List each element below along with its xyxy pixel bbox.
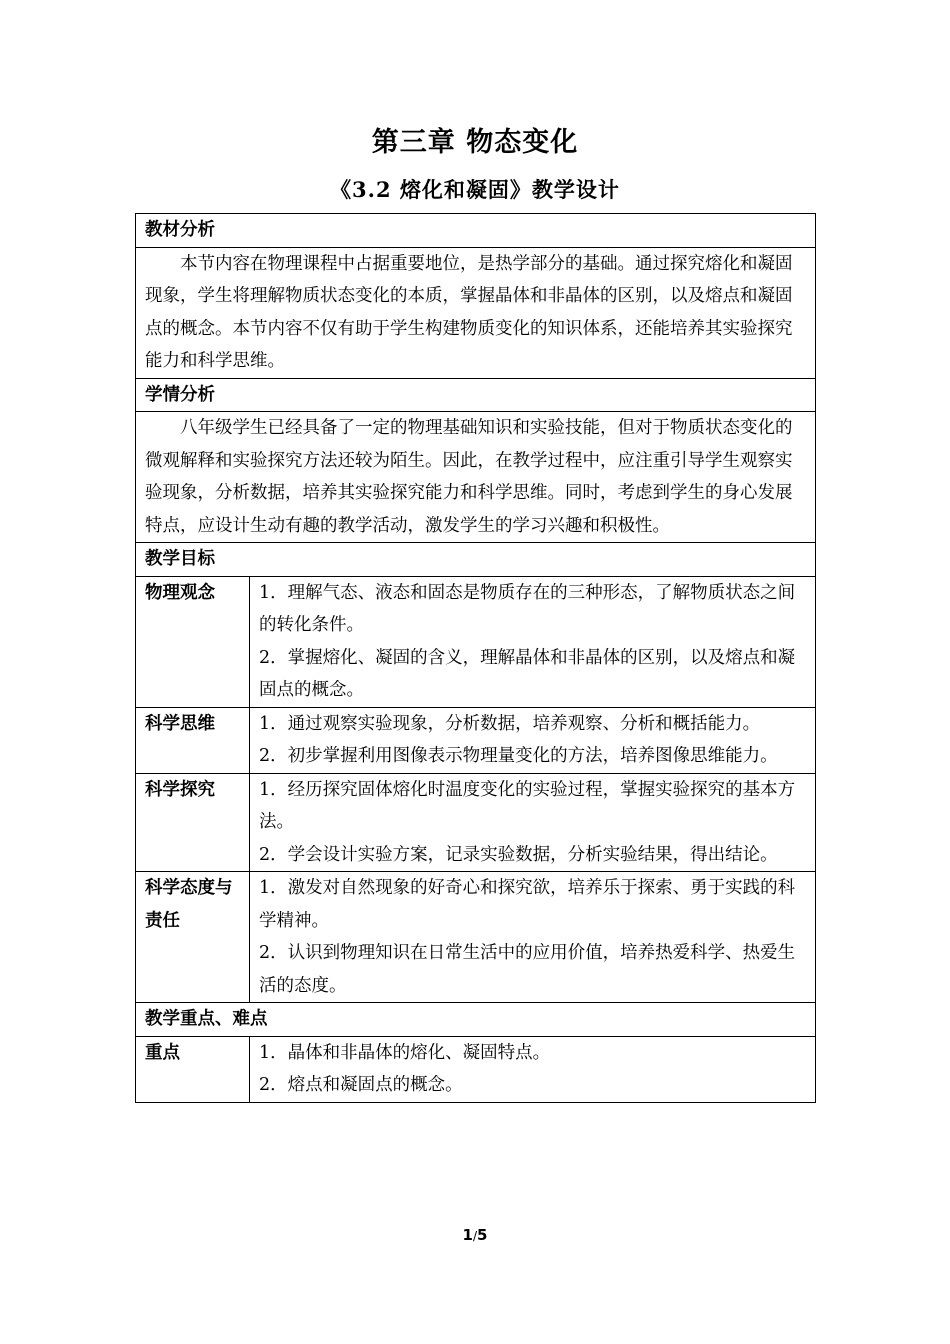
objective-item: 1．激发对自然现象的好奇心和探究欲，培养乐于探索、勇于实践的科学精神。 xyxy=(259,878,796,931)
lesson-plan-table xyxy=(135,213,816,1103)
key-point-row xyxy=(136,1036,816,1102)
page-number xyxy=(0,1226,950,1244)
objective-item: 2．学会设计实验方案，记录实验数据，分析实验结果，得出结论。 xyxy=(259,844,778,865)
key-point-item: 1．晶体和非晶体的熔化、凝固特点。 xyxy=(259,1042,551,1063)
objective-item: 1．通过观察实验现象，分析数据，培养观察、分析和概括能力。 xyxy=(259,713,761,734)
key-point-items xyxy=(250,1036,816,1102)
section-heading: 教材分析 xyxy=(136,214,816,248)
material-analysis-body-row xyxy=(136,247,816,378)
objective-row xyxy=(136,872,816,1003)
page-separator: / xyxy=(472,1229,478,1243)
page-total: 5 xyxy=(477,1226,488,1244)
chapter-title: 第三章 物态变化 xyxy=(371,127,579,158)
lesson-subtitle: 《3.2 熔化和凝固》教学设计 xyxy=(330,177,620,202)
objective-item: 2．初步掌握利用图像表示物理量变化的方法，培养图像思维能力。 xyxy=(259,746,778,766)
material-analysis-text: 本节内容在物理课程中占据重要地位，是热学部分的基础。通过探究熔化和凝固现象，学生将理解物质状态变化的本质，掌握晶体和非晶体的区别，以及熔点和凝固点的概念。本节内容不仅有助于学生构建物质变化的知识体系，还能培养其实验探究能力和科学思维。 xyxy=(136,247,816,378)
key-points-heading-row xyxy=(136,1003,816,1037)
objective-items xyxy=(250,872,816,1003)
objective-label: 科学思维 xyxy=(136,707,250,773)
objective-label: 科学探究 xyxy=(136,773,250,872)
section-heading: 教学重点、难点 xyxy=(136,1003,816,1037)
student-analysis-heading-row xyxy=(136,378,816,412)
objective-row xyxy=(136,707,816,773)
objective-label: 科学态度与责任 xyxy=(136,872,250,1003)
objective-item: 1．经历探究固体熔化时温度变化的实验过程，掌握实验探究的基本方法。 xyxy=(259,779,796,832)
objective-item: 2．认识到物理知识在日常生活中的应用价值，培养热爱科学、热爱生活的态度。 xyxy=(259,943,796,996)
section-heading: 教学目标 xyxy=(136,543,816,577)
objectives-heading-row xyxy=(136,543,816,577)
student-analysis-body-row xyxy=(136,412,816,543)
objective-item: 1．理解气态、液态和固态是物质存在的三种形态，了解物质状态之间的转化条件。 xyxy=(259,582,796,635)
objective-label: 物理观念 xyxy=(136,576,250,707)
student-analysis-text: 八年级学生已经具备了一定的物理基础知识和实验技能，但对于物质状态变化的微观解释和实验探究方法还较为陌生。因此，在教学过程中，应注重引导学生观察实验现象，分析数据，培养其实验探究能力和科学思维。同时，考虑到学生的身心发展特点，应设计生动有趣的教学活动，激发学生的学习兴趣和积极性。 xyxy=(136,412,816,543)
objective-row xyxy=(136,576,816,707)
objective-items xyxy=(250,707,816,773)
objective-items xyxy=(250,773,816,872)
section-heading: 学情分析 xyxy=(136,378,816,412)
key-point-item: 2．熔点和凝固点的概念。 xyxy=(259,1075,463,1095)
objective-item: 2．掌握熔化、凝固的含义，理解晶体和非晶体的区别，以及熔点和凝固点的概念。 xyxy=(259,647,796,700)
page-current: 1 xyxy=(462,1226,473,1244)
key-point-label: 重点 xyxy=(136,1036,250,1102)
material-analysis-heading-row xyxy=(136,214,816,248)
objective-items xyxy=(250,576,816,707)
objective-row xyxy=(136,773,816,872)
